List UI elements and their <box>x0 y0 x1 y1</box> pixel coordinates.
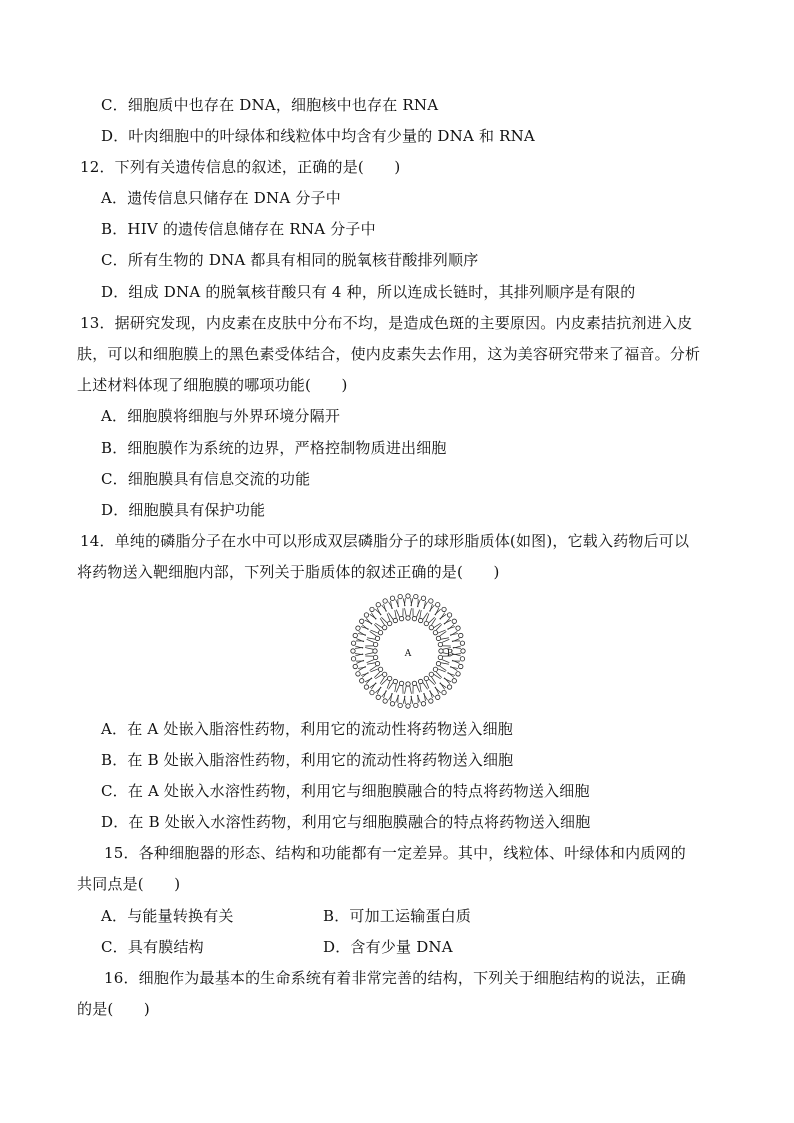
inner-lipid-head <box>406 616 410 620</box>
q12-option-c: C．所有生物的 DNA 都具有相同的脱氧核苷酸排列顺序 <box>101 251 479 269</box>
inner-lipid-head <box>436 661 440 665</box>
outer-lipid-head <box>383 699 387 703</box>
inner-lipid-tail <box>420 610 421 618</box>
outer-lipid-head <box>356 626 360 630</box>
outer-lipid-head <box>461 649 465 653</box>
outer-lipid-tail <box>452 660 459 663</box>
inner-lipid-head <box>399 616 403 620</box>
outer-lipid-head <box>376 603 380 607</box>
inner-lipid-head <box>375 636 379 640</box>
outer-lipid-head <box>447 685 451 689</box>
outer-lipid-head <box>414 594 418 598</box>
q13-option-a: A．细胞膜将细胞与外界环境分隔开 <box>101 407 341 425</box>
inner-lipid-tail <box>367 639 374 642</box>
outer-lipid-tail <box>417 599 420 606</box>
outer-lipid-head <box>447 613 451 617</box>
outer-lipid-head <box>364 613 368 617</box>
inner-lipid-tail <box>405 686 407 694</box>
outer-lipid-head <box>351 641 355 645</box>
inner-lipid-tail <box>417 610 420 617</box>
outer-lipid-head <box>429 699 433 703</box>
q14-stem-line-1: 14．单纯的磷脂分子在水中可以形成双层磷脂分子的球形脂质体(如图)，它载入药物后可以 <box>80 532 690 550</box>
inner-lipid-tail <box>442 660 449 663</box>
q13-option-b: B．细胞膜作为系统的边界，严格控制物质进出细胞 <box>101 439 447 457</box>
inner-lipid-head <box>418 679 422 683</box>
outer-lipid-head <box>406 704 410 708</box>
inner-lipid-head <box>375 661 379 665</box>
outer-lipid-head <box>459 664 463 668</box>
inner-lipid-head <box>412 616 416 620</box>
inner-lipid-head <box>436 636 440 640</box>
outer-lipid-head <box>460 641 464 645</box>
inner-lipid-head <box>418 618 422 622</box>
q15-option-a: A．与能量转换有关 <box>101 907 234 925</box>
outer-lipid-head <box>398 594 402 598</box>
q13-stem-line-3: 上述材料体现了细胞膜的哪项功能( ) <box>77 376 348 394</box>
q14-option-c: C．在 A 处嵌入水溶性药物，利用它与细胞膜融合的特点将药物送入细胞 <box>101 782 590 800</box>
inner-lipid-tail <box>365 653 373 655</box>
outer-lipid-head <box>360 679 364 683</box>
inner-lipid-tail <box>365 648 373 650</box>
inner-lipid-tail <box>405 608 407 616</box>
inner-lipid-head <box>393 679 397 683</box>
outer-lipid-head <box>390 702 394 706</box>
inner-lipid-head <box>378 630 382 634</box>
q12-option-a: A．遗传信息只储存在 DNA 分子中 <box>101 189 341 207</box>
q13-stem-line-2: 肤，可以和细胞膜上的黑色素受体结合，使内皮素失去作用，这为美容研究带来了福音。分析 <box>77 345 701 363</box>
inner-lipid-head <box>382 672 386 676</box>
outer-lipid-head <box>351 657 355 661</box>
outer-lipid-head <box>406 594 410 598</box>
outer-lipid-head <box>376 695 380 699</box>
outer-lipid-head <box>364 685 368 689</box>
inner-lipid-tail <box>395 610 396 618</box>
inner-lipid-head <box>433 630 437 634</box>
inner-lipid-head <box>378 667 382 671</box>
inner-lipid-head <box>373 642 377 646</box>
outer-lipid-head <box>436 695 440 699</box>
outer-lipid-head <box>360 619 364 623</box>
q13-option-d: D．细胞膜具有保护功能 <box>101 501 266 519</box>
q15-option-d: D．含有少量 DNA <box>323 938 453 956</box>
inner-lipid-tail <box>367 660 374 663</box>
inner-lipid-tail <box>395 684 396 692</box>
q13-option-c: C．细胞膜具有信息交流的功能 <box>101 470 311 488</box>
inner-lipid-head <box>424 621 428 625</box>
inner-lipid-head <box>412 681 416 685</box>
inner-lipid-tail <box>367 638 375 639</box>
outer-lipid-head <box>370 690 374 694</box>
inner-lipid-tail <box>410 686 412 694</box>
inner-lipid-head <box>382 625 386 629</box>
outer-lipid-head <box>370 607 374 611</box>
inner-lipid-head <box>373 655 377 659</box>
outer-lipid-head <box>383 599 387 603</box>
outer-lipid-head <box>421 702 425 706</box>
inner-lipid-tail <box>420 684 421 692</box>
inner-lipid-tail <box>396 685 399 692</box>
q14-option-d: D．在 B 处嵌入水溶性药物，利用它与细胞膜融合的特点将药物送入细胞 <box>101 813 591 831</box>
outer-lipid-head <box>452 619 456 623</box>
q11-option-d: D．叶肉细胞中的叶绿体和线粒体中均含有少量的 DNA 和 RNA <box>101 127 535 145</box>
inner-lipid-head <box>429 672 433 676</box>
q15-option-c: C．具有膜结构 <box>101 938 204 956</box>
q13-stem-line-1: 13．据研究发现，内皮素在皮肤中分布不均，是造成色斑的主要原因。内皮素拮抗剂进入皮 <box>80 314 693 332</box>
inner-lipid-head <box>438 642 442 646</box>
outer-lipid-head <box>429 599 433 603</box>
inner-lipid-head <box>433 667 437 671</box>
q14-option-b: B．在 B 处嵌入脂溶性药物，利用它的流动性将药物送入细胞 <box>101 751 514 769</box>
inner-lipid-head <box>439 649 443 653</box>
q14-option-a: A．在 A 处嵌入脂溶性药物，利用它的流动性将药物送入细胞 <box>101 720 514 738</box>
outer-lipid-head <box>353 633 357 637</box>
inner-lipid-tail <box>367 663 375 664</box>
inner-lipid-head <box>424 676 428 680</box>
outer-lipid-head <box>351 649 355 653</box>
inner-lipid-head <box>393 618 397 622</box>
inner-lipid-head <box>399 681 403 685</box>
q14-stem-line-2: 将药物送入靶细胞内部，下列关于脂质体的叙述正确的是( ) <box>77 563 500 581</box>
q12-stem: 12．下列有关遗传信息的叙述，正确的是( ) <box>80 158 401 176</box>
q11-option-c: C．细胞质中也存在 DNA，细胞核中也存在 RNA <box>101 96 439 114</box>
inner-lipid-head <box>429 625 433 629</box>
outer-lipid-head <box>421 596 425 600</box>
label-b: B <box>446 649 454 659</box>
outer-lipid-head <box>390 596 394 600</box>
inner-lipid-tail <box>441 638 449 639</box>
outer-lipid-head <box>353 664 357 668</box>
q16-stem-line-1: 16．细胞作为最基本的生命系统有着非常完善的结构，下列关于细胞结构的说法，正确 <box>104 969 686 987</box>
inner-lipid-tail <box>396 610 399 617</box>
inner-lipid-head <box>373 649 377 653</box>
outer-lipid-head <box>452 679 456 683</box>
inner-lipid-head <box>406 682 410 686</box>
outer-lipid-head <box>460 657 464 661</box>
outer-lipid-tail <box>396 695 399 702</box>
inner-lipid-tail <box>410 608 412 616</box>
q15-stem-line-1: 15．各种细胞器的形态、结构和功能都有一定差异。其中，线粒体、叶绿体和内质网的 <box>104 844 686 862</box>
outer-lipid-head <box>459 633 463 637</box>
liposome-diagram <box>350 593 466 709</box>
inner-lipid-tail <box>442 639 449 642</box>
q16-stem-line-2: 的是( ) <box>77 1000 150 1018</box>
inner-lipid-tail <box>441 663 449 664</box>
outer-lipid-head <box>436 603 440 607</box>
outer-lipid-head <box>456 672 460 676</box>
q12-option-b: B．HIV 的遗传信息储存在 RNA 分子中 <box>101 220 376 238</box>
outer-lipid-head <box>398 703 402 707</box>
outer-lipid-tail <box>356 639 363 642</box>
outer-lipid-head <box>356 672 360 676</box>
outer-lipid-head <box>456 626 460 630</box>
outer-lipid-head <box>442 607 446 611</box>
q15-stem-line-2: 共同点是( ) <box>77 875 181 893</box>
liposome-figure <box>350 593 466 709</box>
outer-lipid-head <box>414 703 418 707</box>
outer-lipid-head <box>442 690 446 694</box>
inner-lipid-head <box>387 676 391 680</box>
inner-lipid-head <box>438 655 442 659</box>
label-a: A <box>404 649 412 659</box>
q15-option-b: B．可加工运输蛋白质 <box>323 907 472 925</box>
q12-option-d: D．组成 DNA 的脱氧核苷酸只有 4 种，所以连成长链时，其排列顺序是有限的 <box>101 283 636 301</box>
inner-lipid-head <box>387 621 391 625</box>
inner-lipid-tail <box>417 685 420 692</box>
